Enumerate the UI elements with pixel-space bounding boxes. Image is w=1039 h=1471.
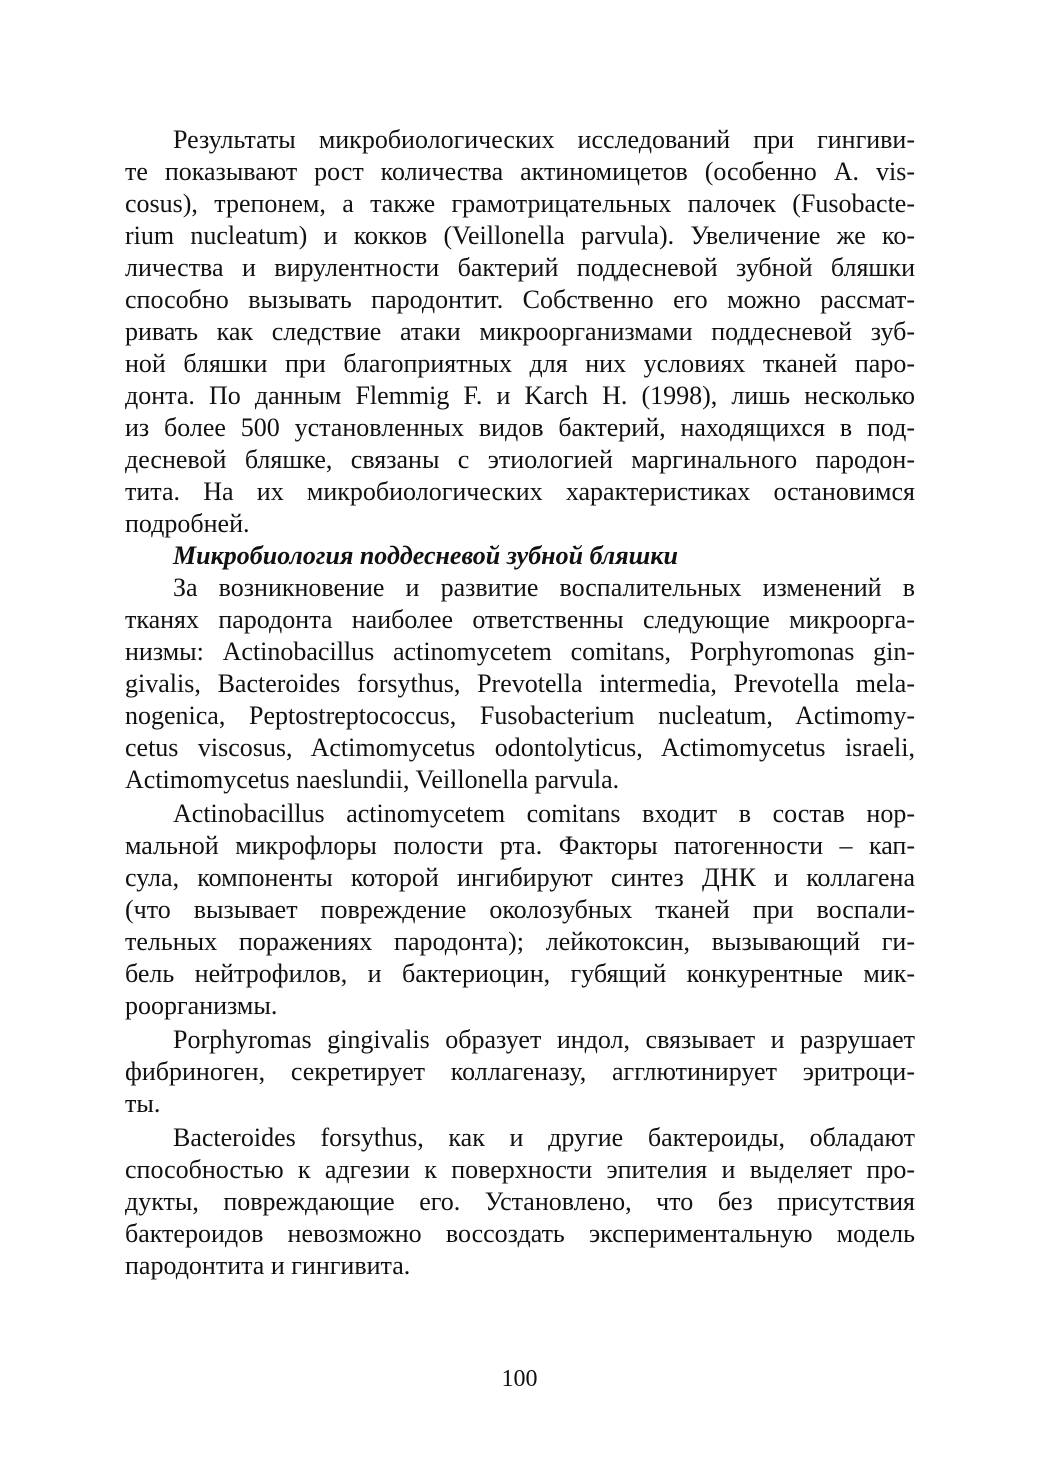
text-line: бель нейтрофилов, и бактериоцин, губящий конкурентные мик- xyxy=(125,959,915,988)
text-line: мальной микрофлоры полости рта. Факторы патогенности – кап- xyxy=(125,831,915,860)
text-line: Actimomycetus naeslundii, Veillonella parvula. xyxy=(125,765,620,794)
section-heading: Микробиология поддесневой зубной бляшки xyxy=(173,541,678,570)
text-line: роорганизмы. xyxy=(125,991,278,1020)
text-line: способно вызывать пародонтит. Собственно его можно рассмат- xyxy=(125,285,915,314)
paragraph-porphyromas xyxy=(125,1024,915,1120)
text-line: донта. По данным Flemmig F. и Karch H. (1998), лишь несколько xyxy=(125,381,915,410)
text-line: пародонтита и гингивита. xyxy=(125,1251,411,1280)
text-line: (что вызывает повреждение околозубных тканей при воспали- xyxy=(125,895,915,924)
text-line: nogenica, Peptostreptococcus, Fusobacterium nucleatum, Actimomy- xyxy=(125,701,915,730)
text-line: сула, компоненты которой ингибируют синтез ДНК и коллагена xyxy=(125,863,915,892)
text-line: тканях пародонта наиболее ответственны следующие микроорга- xyxy=(125,605,915,634)
text-line: тита. На их микробиологических характеристиках остановимся xyxy=(125,477,915,506)
text-line: бактероидов невозможно воссоздать экспериментальную модель xyxy=(125,1219,915,1248)
text-line: способностью к адгезии к поверхности эпителия и выделяет про- xyxy=(125,1155,915,1184)
paragraph-actinobacillus xyxy=(125,798,915,1022)
text-line: Результаты микробиологических исследований при гингиви- xyxy=(173,125,915,154)
paragraph-results xyxy=(125,124,915,540)
text-line: десневой бляшке, связаны с этиологией маргинального пародон- xyxy=(125,445,915,474)
text-line: Bacteroides forsythus, как и другие бактероиды, обладают xyxy=(173,1123,915,1152)
text-line: низмы: Actinobacillus actinomycetem comitans, Porphyromonas gin- xyxy=(125,637,915,666)
text-line: тельных поражениях пародонта); лейкотоксин, вызывающий ги- xyxy=(125,927,915,956)
page-number: 100 xyxy=(501,1366,538,1392)
text-line: За возникновение и развитие воспалительных изменений в xyxy=(173,573,915,602)
text-line: givalis, Bacteroides forsythus, Prevotella intermedia, Prevotella mela- xyxy=(125,669,915,698)
paragraph-microorganisms xyxy=(125,572,915,796)
text-line: Actinobacillus actinomycetem comitans входит в состав нор- xyxy=(173,799,915,828)
text-line: те показывают рост количества актиномицетов (особенно A. vis- xyxy=(125,157,915,186)
text-line: ты. xyxy=(125,1089,161,1118)
text-line: подробней. xyxy=(125,509,250,538)
text-line: личества и вирулентности бактерий поддесневой зубной бляшки xyxy=(125,253,915,282)
text-line: Porphyromas gingivalis образует индол, связывает и разрушает xyxy=(173,1025,915,1054)
text-line: из более 500 установленных видов бактерий, находящихся в под- xyxy=(125,413,915,442)
text-line: фибриноген, секретирует коллагеназу, агглютинирует эритроци- xyxy=(125,1057,915,1086)
text-line: rium nucleatum) и кокков (Veillonella parvula). Увеличение же ко- xyxy=(125,221,915,250)
text-line: ривать как следствие атаки микроорганизмами поддесневой зуб- xyxy=(125,317,915,346)
text-line: cetus viscosus, Actimomycetus odontolyticus, Actimomycetus israeli, xyxy=(125,733,915,762)
paragraph-bacteroides xyxy=(125,1122,915,1282)
text-line: дукты, повреждающие его. Установлено, что без присутствия xyxy=(125,1187,915,1216)
text-line: ной бляшки при благоприятных для них условиях тканей паро- xyxy=(125,349,915,378)
body-text xyxy=(125,124,915,1282)
text-line: cosus), трепонем, а также грамотрицательных палочек (Fusobacte- xyxy=(125,189,915,218)
